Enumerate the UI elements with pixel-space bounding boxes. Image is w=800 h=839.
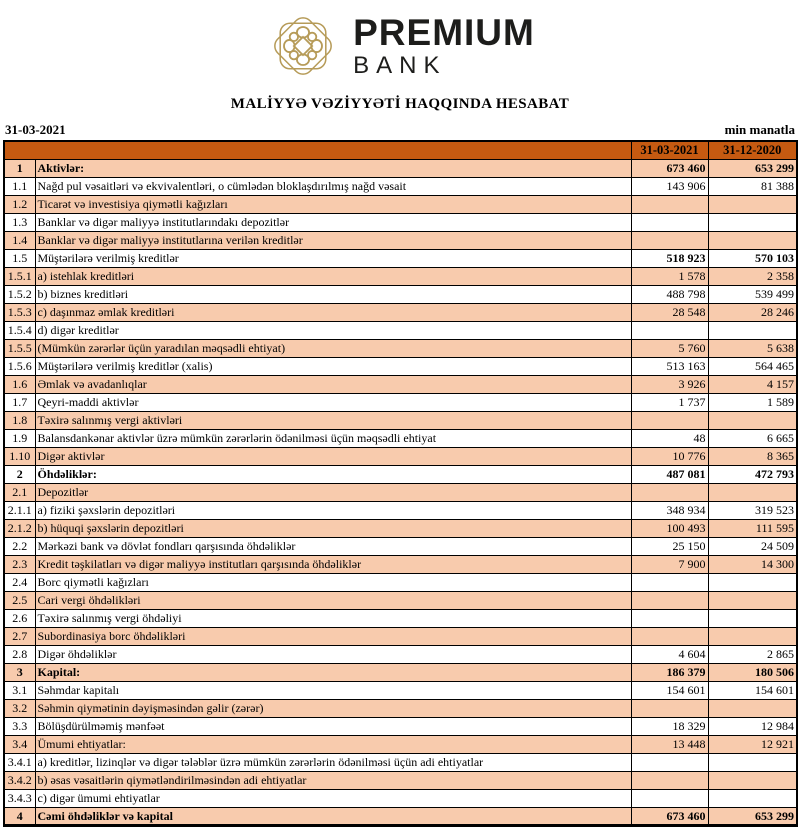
- row-value-previous: 180 506: [708, 663, 797, 681]
- table-row: [4, 339, 797, 357]
- bank-wordmark: [353, 14, 535, 78]
- row-label: Subordinasiya borc öhdəlikləri: [35, 627, 631, 645]
- row-value-current: [631, 195, 708, 213]
- table-row: [4, 285, 797, 303]
- row-label: Səhmin qiymətinin dəyişməsindən gəlir (zərər): [35, 699, 631, 717]
- row-label: Aktivlər:: [35, 159, 631, 177]
- table-row: [4, 375, 797, 393]
- row-number: 1.10: [4, 447, 35, 465]
- row-number: 1.5.6: [4, 357, 35, 375]
- table-row: [4, 663, 797, 681]
- row-value-current: 518 923: [631, 249, 708, 267]
- bank-subname: BANK: [353, 52, 447, 79]
- row-value-current: 13 448: [631, 735, 708, 753]
- header-column-current: 31-03-2021: [631, 141, 708, 159]
- row-value-previous: 539 499: [708, 285, 797, 303]
- row-value-current: 487 081: [631, 465, 708, 483]
- row-value-current: [631, 699, 708, 717]
- row-label: Cari vergi öhdəlikləri: [35, 591, 631, 609]
- row-number: 2.1.1: [4, 501, 35, 519]
- row-label: Balansdankənar aktivlər üzrə mümkün zərərlərin ödənilməsi üçün məqsədli ehtiyat: [35, 429, 631, 447]
- table-row: [4, 267, 797, 285]
- row-value-previous: [708, 411, 797, 429]
- row-number: 1.5.2: [4, 285, 35, 303]
- table-row: [4, 771, 797, 789]
- table-row: [4, 735, 797, 753]
- table-row: [4, 753, 797, 771]
- row-number: 3.2: [4, 699, 35, 717]
- row-number: 2.8: [4, 645, 35, 663]
- row-label: Banklar və digər maliyyə institutlarındakı depozitlər: [35, 213, 631, 231]
- row-value-previous: 6 665: [708, 429, 797, 447]
- row-value-previous: 12 921: [708, 735, 797, 753]
- row-label: Digər aktivlər: [35, 447, 631, 465]
- row-value-current: [631, 609, 708, 627]
- bank-brand-header: [0, 0, 800, 88]
- row-value-previous: 81 388: [708, 177, 797, 195]
- row-value-previous: 319 523: [708, 501, 797, 519]
- row-value-previous: [708, 627, 797, 645]
- row-number: 2.3: [4, 555, 35, 573]
- row-value-previous: [708, 321, 797, 339]
- table-row: [4, 591, 797, 609]
- row-value-previous: 653 299: [708, 807, 797, 825]
- row-number: 3: [4, 663, 35, 681]
- row-number: 1.5.4: [4, 321, 35, 339]
- row-number: 1: [4, 159, 35, 177]
- row-label: Kredit təşkilatları və digər maliyyə institutları qarşısında öhdəliklər: [35, 555, 631, 573]
- row-value-current: 18 329: [631, 717, 708, 735]
- row-number: 2.1.2: [4, 519, 35, 537]
- row-number: 1.4: [4, 231, 35, 249]
- row-number: 2: [4, 465, 35, 483]
- row-value-current: [631, 771, 708, 789]
- table-row: [4, 483, 797, 501]
- row-value-current: 673 460: [631, 807, 708, 825]
- row-value-previous: 154 601: [708, 681, 797, 699]
- row-label: (Mümkün zərərlər üçün yaradılan məqsədli ehtiyat): [35, 339, 631, 357]
- table-row: [4, 429, 797, 447]
- table-row: [4, 537, 797, 555]
- table-row: [4, 321, 797, 339]
- row-number: 1.3: [4, 213, 35, 231]
- row-label: Kapital:: [35, 663, 631, 681]
- row-label: Təxirə salınmış vergi öhdəliyi: [35, 609, 631, 627]
- report-title: MALİYYƏ VƏZİYYƏTİ HAQQINDA HESABAT: [230, 96, 570, 112]
- row-value-previous: 2 865: [708, 645, 797, 663]
- row-number: 1.5: [4, 249, 35, 267]
- row-value-previous: [708, 195, 797, 213]
- row-value-previous: [708, 771, 797, 789]
- table-row: [4, 465, 797, 483]
- row-number: 3.4: [4, 735, 35, 753]
- row-value-current: [631, 573, 708, 591]
- row-value-current: 25 150: [631, 537, 708, 555]
- table-row: [4, 303, 797, 321]
- table-row: [4, 645, 797, 663]
- row-value-current: 7 900: [631, 555, 708, 573]
- row-value-current: 348 934: [631, 501, 708, 519]
- row-label: Ticarət və investisiya qiymətli kağızları: [35, 195, 631, 213]
- table-row: [4, 447, 797, 465]
- report-date: 31-03-2021: [5, 122, 66, 137]
- row-value-previous: [708, 699, 797, 717]
- row-value-current: 488 798: [631, 285, 708, 303]
- financial-statement-table: [3, 140, 798, 827]
- row-number: 2.7: [4, 627, 35, 645]
- row-value-current: [631, 483, 708, 501]
- row-label: Borc qiymətli kağızları: [35, 573, 631, 591]
- row-label: c) daşınmaz əmlak kreditləri: [35, 303, 631, 321]
- row-number: 1.5.5: [4, 339, 35, 357]
- row-number: 1.1: [4, 177, 35, 195]
- row-number: 1.5.3: [4, 303, 35, 321]
- row-value-current: 186 379: [631, 663, 708, 681]
- row-value-current: [631, 411, 708, 429]
- row-number: 4: [4, 807, 35, 825]
- table-row: [4, 249, 797, 267]
- row-label: Qeyri-maddi aktivlər: [35, 393, 631, 411]
- table-row: [4, 393, 797, 411]
- row-number: 1.9: [4, 429, 35, 447]
- table-row: [4, 231, 797, 249]
- row-label: a) istehlak kreditləri: [35, 267, 631, 285]
- table-row: [4, 627, 797, 645]
- unit-label: min manatla: [724, 122, 795, 137]
- bank-name: PREMIUM: [353, 12, 535, 53]
- row-number: 3.4.3: [4, 789, 35, 807]
- row-value-current: [631, 753, 708, 771]
- table-row: [4, 681, 797, 699]
- row-number: 1.8: [4, 411, 35, 429]
- table-row: [4, 159, 797, 177]
- row-label: Müştərilərə verilmiş kreditlər (xalis): [35, 357, 631, 375]
- table-row: [4, 213, 797, 231]
- row-value-current: 4 604: [631, 645, 708, 663]
- row-number: 1.2: [4, 195, 35, 213]
- header-column-previous: 31-12-2020: [708, 141, 797, 159]
- row-label: Mərkəzi bank və dövlət fondları qarşısında öhdəliklər: [35, 537, 631, 555]
- row-value-previous: 28 246: [708, 303, 797, 321]
- row-label: c) digər ümumi ehtiyatlar: [35, 789, 631, 807]
- table-row: [4, 573, 797, 591]
- row-label: a) kreditlər, lizinqlər və digər tələblər üzrə mümkün zərərlərin ödənilməsi üçün adi ehtiyatlar: [35, 753, 631, 771]
- row-value-previous: 111 595: [708, 519, 797, 537]
- row-value-previous: 1 589: [708, 393, 797, 411]
- row-value-current: [631, 213, 708, 231]
- row-value-previous: [708, 609, 797, 627]
- row-value-previous: 2 358: [708, 267, 797, 285]
- report-meta: [0, 118, 800, 138]
- row-value-current: [631, 591, 708, 609]
- row-number: 2.4: [4, 573, 35, 591]
- row-label: b) hüquqi şəxslərin depozitləri: [35, 519, 631, 537]
- row-value-previous: [708, 789, 797, 807]
- table-row: [4, 717, 797, 735]
- row-value-previous: [708, 591, 797, 609]
- row-value-previous: 12 984: [708, 717, 797, 735]
- row-value-current: 143 906: [631, 177, 708, 195]
- table-header-row: [4, 141, 797, 159]
- row-value-current: 513 163: [631, 357, 708, 375]
- row-number: 1.5.1: [4, 267, 35, 285]
- row-label: Bölüşdürülməmiş mənfəət: [35, 717, 631, 735]
- celtic-knot-emblem-icon: [265, 8, 341, 84]
- table-body: [4, 159, 797, 825]
- row-number: 2.2: [4, 537, 35, 555]
- table-row: [4, 807, 797, 825]
- row-label: Ümumi ehtiyatlar:: [35, 735, 631, 753]
- row-label: b) əsas vəsaitlərin qiymətləndirilməsindən adi ehtiyatlar: [35, 771, 631, 789]
- row-value-previous: [708, 573, 797, 591]
- row-value-current: 28 548: [631, 303, 708, 321]
- row-value-previous: 5 638: [708, 339, 797, 357]
- row-number: 2.1: [4, 483, 35, 501]
- row-value-previous: 564 465: [708, 357, 797, 375]
- table-row: [4, 699, 797, 717]
- row-number: 2.5: [4, 591, 35, 609]
- row-value-current: [631, 789, 708, 807]
- row-value-current: 154 601: [631, 681, 708, 699]
- row-value-current: 100 493: [631, 519, 708, 537]
- table-row: [4, 357, 797, 375]
- row-label: Əmlak və avadanlıqlar: [35, 375, 631, 393]
- row-value-current: [631, 231, 708, 249]
- table-row: [4, 555, 797, 573]
- row-value-previous: 24 509: [708, 537, 797, 555]
- row-label: Səhmdar kapitalı: [35, 681, 631, 699]
- table-row: [4, 789, 797, 807]
- row-number: 1.6: [4, 375, 35, 393]
- row-value-previous: [708, 231, 797, 249]
- row-label: Öhdəliklər:: [35, 465, 631, 483]
- row-label: Digər öhdəliklər: [35, 645, 631, 663]
- row-value-previous: [708, 753, 797, 771]
- table-row: [4, 195, 797, 213]
- row-label: Müştərilərə verilmiş kreditlər: [35, 249, 631, 267]
- row-value-previous: [708, 213, 797, 231]
- row-label: Cəmi öhdəliklər və kapital: [35, 807, 631, 825]
- row-label: Banklar və digər maliyyə institutlarına verilən kreditlər: [35, 231, 631, 249]
- table-row: [4, 501, 797, 519]
- row-label: Depozitlər: [35, 483, 631, 501]
- row-value-previous: 653 299: [708, 159, 797, 177]
- table-row: [4, 609, 797, 627]
- row-value-current: 3 926: [631, 375, 708, 393]
- row-label: a) fiziki şəxslərin depozitləri: [35, 501, 631, 519]
- table-row: [4, 411, 797, 429]
- row-value-previous: 570 103: [708, 249, 797, 267]
- row-number: 3.4.2: [4, 771, 35, 789]
- row-value-previous: 14 300: [708, 555, 797, 573]
- row-label: d) digər kreditlər: [35, 321, 631, 339]
- row-value-current: [631, 627, 708, 645]
- row-value-current: 48: [631, 429, 708, 447]
- row-number: 3.3: [4, 717, 35, 735]
- row-label: b) biznes kreditləri: [35, 285, 631, 303]
- row-value-previous: [708, 483, 797, 501]
- row-label: Nağd pul vəsaitləri və ekvivalentləri, o cümlədən bloklaşdırılmış nağd vəsait: [35, 177, 631, 195]
- row-number: 1.7: [4, 393, 35, 411]
- table-row: [4, 519, 797, 537]
- row-value-current: 10 776: [631, 447, 708, 465]
- row-value-previous: 4 157: [708, 375, 797, 393]
- row-number: 2.6: [4, 609, 35, 627]
- row-value-current: 1 737: [631, 393, 708, 411]
- row-number: 3.4.1: [4, 753, 35, 771]
- row-number: 3.1: [4, 681, 35, 699]
- row-value-previous: 472 793: [708, 465, 797, 483]
- row-value-current: 1 578: [631, 267, 708, 285]
- row-value-current: [631, 321, 708, 339]
- row-value-current: 5 760: [631, 339, 708, 357]
- row-label: Təxirə salınmış vergi aktivləri: [35, 411, 631, 429]
- row-value-previous: 8 365: [708, 447, 797, 465]
- row-value-current: 673 460: [631, 159, 708, 177]
- table-row: [4, 177, 797, 195]
- header-spacer-cell: [4, 141, 631, 159]
